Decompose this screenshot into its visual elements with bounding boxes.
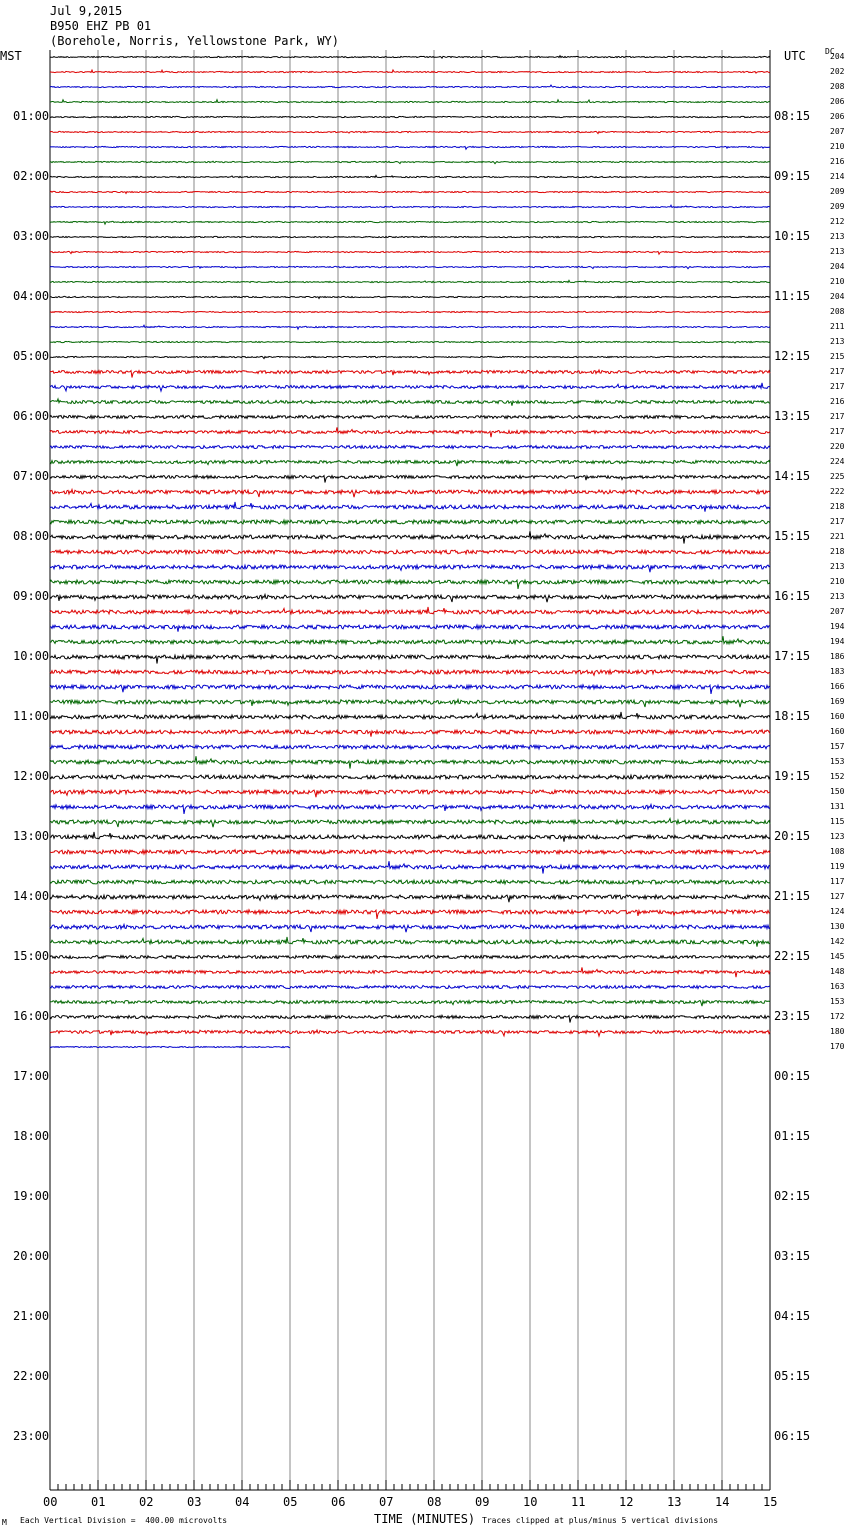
dc-offset-value: 213 <box>830 247 845 256</box>
trace-line <box>50 565 770 572</box>
utc-hour-label: 13:15 <box>774 409 811 423</box>
trace-line <box>50 670 770 675</box>
trace-line <box>50 805 770 814</box>
dc-offset-value: 152 <box>830 772 845 781</box>
mst-hour-label: 18:00 <box>13 1129 50 1143</box>
trace-line <box>50 502 770 512</box>
dc-offset-value: 224 <box>830 457 845 466</box>
dc-offset-value: 213 <box>830 562 845 571</box>
mst-hour-label: 07:00 <box>13 469 50 483</box>
plot-date: Jul 9,2015 <box>50 4 123 18</box>
dc-offset-value: 186 <box>830 652 845 661</box>
dc-label: DC <box>825 47 835 56</box>
utc-hour-label: 22:15 <box>774 949 811 963</box>
mst-hour-label: 22:00 <box>13 1369 50 1383</box>
x-axis-title: TIME (MINUTES) <box>374 1512 476 1526</box>
trace-line <box>50 475 770 482</box>
x-tick-label: 10 <box>523 1495 538 1509</box>
mst-hour-label: 08:00 <box>13 529 50 543</box>
trace-line <box>50 850 770 854</box>
mst-hour-label: 11:00 <box>13 709 50 723</box>
dc-offset-value: 210 <box>830 577 845 586</box>
station-label: B950 EHZ PB 01 <box>50 19 152 33</box>
dc-offset-value: 194 <box>830 637 845 646</box>
dc-offset-value: 215 <box>830 352 845 361</box>
trace-line <box>50 550 770 554</box>
dc-offset-value: 183 <box>830 667 845 676</box>
mst-hour-label: 03:00 <box>13 229 50 243</box>
trace-line <box>50 1015 770 1022</box>
utc-hour-label: 18:15 <box>774 709 811 723</box>
dc-offset-value: 131 <box>830 802 845 811</box>
x-tick-label: 13 <box>667 1495 682 1509</box>
x-tick-label: 02 <box>139 1495 154 1509</box>
dc-offset-value: 214 <box>830 172 845 181</box>
trace-line <box>50 461 770 467</box>
dc-offset-value: 218 <box>830 547 845 556</box>
dc-offset-value: 194 <box>830 622 845 631</box>
mst-hour-label: 12:00 <box>13 769 50 783</box>
x-tick-label: 09 <box>475 1495 490 1509</box>
trace-line <box>50 56 770 58</box>
trace-line <box>50 427 770 437</box>
trace-line <box>50 775 770 779</box>
mst-hour-label: 06:00 <box>13 409 50 423</box>
dc-offset-value: 127 <box>830 892 845 901</box>
mst-hour-label: 13:00 <box>13 829 50 843</box>
dc-offset-value: 204 <box>830 52 845 61</box>
trace-line <box>50 636 770 644</box>
dc-offset-value: 160 <box>830 712 845 721</box>
dc-offset-value: 217 <box>830 367 845 376</box>
trace-line <box>50 520 770 524</box>
trace-line <box>50 832 770 842</box>
mst-hour-label: 14:00 <box>13 889 50 903</box>
trace-line <box>50 100 770 103</box>
utc-hour-label: 09:15 <box>774 169 811 183</box>
utc-hour-label: 20:15 <box>774 829 811 843</box>
clip-note: Traces clipped at plus/minus 5 vertical divisions <box>482 1516 719 1525</box>
x-tick-label: 11 <box>571 1495 586 1509</box>
mst-hour-label: 10:00 <box>13 649 50 663</box>
dc-offset-value: 123 <box>830 832 845 841</box>
dc-offset-value: 124 <box>830 907 845 916</box>
dc-offset-value: 218 <box>830 502 845 511</box>
x-tick-label: 07 <box>379 1495 394 1509</box>
utc-hour-label: 14:15 <box>774 469 811 483</box>
trace-line <box>50 925 770 933</box>
mst-hour-label: 05:00 <box>13 349 50 363</box>
trace-line <box>50 745 770 749</box>
dc-offset-value: 206 <box>830 97 845 106</box>
dc-offset-value: 142 <box>830 937 845 946</box>
trace-line <box>50 1030 770 1036</box>
dc-offset-value: 207 <box>830 127 845 136</box>
utc-hour-label: 01:15 <box>774 1129 811 1143</box>
dc-offset-value: 166 <box>830 682 845 691</box>
trace-line <box>50 595 770 603</box>
trace-line <box>50 910 770 919</box>
x-tick-label: 03 <box>187 1495 202 1509</box>
trace-line <box>50 1046 290 1047</box>
trace-line <box>50 70 770 73</box>
dc-offset-value: 163 <box>830 982 845 991</box>
x-tick-label: 01 <box>91 1495 106 1509</box>
dc-offset-value: 216 <box>830 397 845 406</box>
dc-offset-value: 217 <box>830 517 845 526</box>
utc-hour-label: 08:15 <box>774 109 811 123</box>
mst-hour-label: 02:00 <box>13 169 50 183</box>
utc-hour-label: 04:15 <box>774 1309 811 1323</box>
trace-line <box>50 685 770 694</box>
trace-line <box>50 251 770 254</box>
dc-offset-value: 160 <box>830 727 845 736</box>
trace-line <box>50 161 770 164</box>
utc-axis-title: UTC <box>784 49 806 63</box>
trace-line <box>50 415 770 418</box>
trace-line <box>50 446 770 449</box>
mst-hour-label: 19:00 <box>13 1189 50 1203</box>
dc-offset-value: 216 <box>830 157 845 166</box>
trace-line <box>50 986 770 989</box>
dc-offset-value: 221 <box>830 532 845 541</box>
trace-line <box>50 311 770 312</box>
dc-offset-value: 150 <box>830 787 845 796</box>
trace-line <box>50 895 770 902</box>
dc-offset-value: 153 <box>830 997 845 1006</box>
trace-line <box>50 296 770 298</box>
trace-line <box>50 625 770 632</box>
dc-offset-value: 170 <box>830 1042 845 1051</box>
trace-line <box>50 1001 770 1007</box>
dc-offset-value: 210 <box>830 277 845 286</box>
dc-offset-value: 208 <box>830 82 845 91</box>
scale-note: Each Vertical Division = 400.00 microvolts <box>20 1516 228 1525</box>
trace-line <box>50 880 770 884</box>
dc-offset-value: 213 <box>830 592 845 601</box>
dc-offset-value: 212 <box>830 217 845 226</box>
utc-hour-label: 23:15 <box>774 1009 811 1023</box>
dc-offset-value: 115 <box>830 817 845 826</box>
trace-line <box>50 341 770 343</box>
trace-line <box>50 531 770 543</box>
dc-offset-value: 213 <box>830 232 845 241</box>
trace-line <box>50 325 770 329</box>
trace-line <box>50 655 770 663</box>
trace-line <box>50 146 770 149</box>
dc-offset-value: 117 <box>830 877 845 886</box>
utc-hour-label: 03:15 <box>774 1249 811 1263</box>
utc-hour-label: 19:15 <box>774 769 811 783</box>
utc-hour-label: 00:15 <box>774 1069 811 1083</box>
dc-offset-value: 207 <box>830 607 845 616</box>
trace-line <box>50 131 770 133</box>
trace-line <box>50 116 770 117</box>
x-tick-label: 14 <box>715 1495 730 1509</box>
mst-hour-label: 01:00 <box>13 109 50 123</box>
mst-hour-label: 21:00 <box>13 1309 50 1323</box>
dc-offset-value: 209 <box>830 187 845 196</box>
dc-offset-value: 202 <box>830 67 845 76</box>
dc-offset-value: 108 <box>830 847 845 856</box>
mst-hour-label: 20:00 <box>13 1249 50 1263</box>
mst-hour-label: 17:00 <box>13 1069 50 1083</box>
dc-offset-value: 148 <box>830 967 845 976</box>
x-tick-label: 08 <box>427 1495 442 1509</box>
mst-hour-label: 16:00 <box>13 1009 50 1023</box>
trace-line <box>50 399 770 406</box>
trace-line <box>50 790 770 797</box>
trace-line <box>50 730 770 737</box>
trace-line <box>50 370 770 378</box>
trace-line <box>50 967 770 977</box>
trace-line <box>50 266 770 269</box>
dc-offset-value: 222 <box>830 487 845 496</box>
trace-line <box>50 607 770 614</box>
utc-hour-label: 12:15 <box>774 349 811 363</box>
dc-offset-value: 172 <box>830 1012 845 1021</box>
trace-line <box>50 236 770 238</box>
utc-hour-label: 10:15 <box>774 229 811 243</box>
utc-hour-label: 17:15 <box>774 649 811 663</box>
trace-line <box>50 490 770 498</box>
trace-line <box>50 205 770 207</box>
trace-line <box>50 955 770 958</box>
dc-offset-value: 210 <box>830 142 845 151</box>
dc-offset-value: 209 <box>830 202 845 211</box>
utc-hour-label: 15:15 <box>774 529 811 543</box>
dc-offset-value: 217 <box>830 412 845 421</box>
mst-hour-label: 04:00 <box>13 289 50 303</box>
dc-offset-value: 217 <box>830 382 845 391</box>
trace-line <box>50 712 770 719</box>
mst-hour-label: 23:00 <box>13 1429 50 1443</box>
utc-hour-label: 02:15 <box>774 1189 811 1203</box>
utc-hour-label: 06:15 <box>774 1429 811 1443</box>
dc-offset-value: 217 <box>830 427 845 436</box>
dc-offset-value: 157 <box>830 742 845 751</box>
trace-line <box>50 221 770 224</box>
corner-mark: M <box>2 1518 7 1527</box>
location-label: (Borehole, Norris, Yellowstone Park, WY) <box>50 34 339 48</box>
utc-hour-label: 05:15 <box>774 1369 811 1383</box>
trace-line <box>50 383 770 391</box>
x-tick-label: 12 <box>619 1495 634 1509</box>
trace-line <box>50 356 770 358</box>
x-tick-label: 04 <box>235 1495 250 1509</box>
mst-axis-title: MST <box>0 49 22 63</box>
mst-hour-label: 15:00 <box>13 949 50 963</box>
dc-offset-value: 213 <box>830 337 845 346</box>
dc-offset-value: 208 <box>830 307 845 316</box>
trace-line <box>50 580 770 589</box>
dc-offset-value: 119 <box>830 862 845 871</box>
dc-offset-value: 204 <box>830 292 845 301</box>
x-tick-label: 05 <box>283 1495 298 1509</box>
dc-offset-value: 145 <box>830 952 845 961</box>
dc-offset-value: 220 <box>830 442 845 451</box>
utc-hour-label: 16:15 <box>774 589 811 603</box>
trace-line <box>50 700 770 708</box>
trace-line <box>50 191 770 193</box>
trace-line <box>50 175 770 177</box>
mst-hour-label: 09:00 <box>13 589 50 603</box>
x-tick-label: 00 <box>43 1495 58 1509</box>
trace-line <box>50 937 770 947</box>
trace-line <box>50 280 770 282</box>
dc-offset-value: 153 <box>830 757 845 766</box>
trace-line <box>50 819 770 828</box>
dc-offset-value: 225 <box>830 472 845 481</box>
trace-line <box>50 756 770 768</box>
dc-offset-value: 211 <box>830 322 845 331</box>
dc-offset-value: 169 <box>830 697 845 706</box>
trace-line <box>50 85 770 88</box>
dc-offset-value: 206 <box>830 112 845 121</box>
dc-offset-value: 180 <box>830 1027 845 1036</box>
x-tick-label: 15 <box>763 1495 778 1509</box>
utc-hour-label: 11:15 <box>774 289 811 303</box>
utc-hour-label: 21:15 <box>774 889 811 903</box>
x-tick-label: 06 <box>331 1495 346 1509</box>
dc-offset-value: 204 <box>830 262 845 271</box>
dc-offset-value: 130 <box>830 922 845 931</box>
trace-line <box>50 861 770 873</box>
